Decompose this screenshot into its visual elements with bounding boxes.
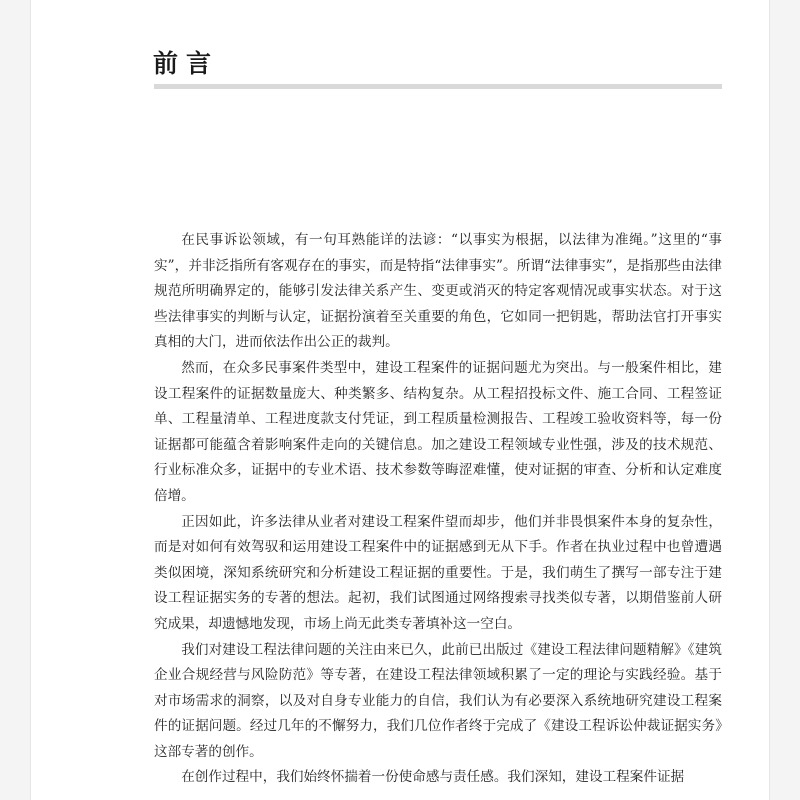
preface-body [154, 228, 722, 791]
document-page [31, 0, 769, 800]
paragraph-3: 正因如此，许多法律从业者对建设工程案件望而却步，他们并非畏惧案件本身的复杂性，而是对如何有效驾驭和运用建设工程案件中的证据感到无从下手。作者在执业过程中也曾遭遇类似困境，深知系统研究和分析建设工程证据的重要性。于是，我们萌生了撰写一部专注于建设工程证据实务的专著的想法。起初，我们试图通过网络搜索寻找类似专著，以期借鉴前人研究成果，却遗憾地发现，市场上尚无此类专著填补这一空白。 [154, 513, 722, 632]
paragraph-4: 我们对建设工程法律问题的关注由来已久，此前已出版过《建设工程法律问题精解》《建筑企业合规经营与风险防范》等专著，在建设工程法律领域积累了一定的理论与实践经验。基于对市场需求的洞察，以及对自身专业能力的自信，我们认为有必要深入系统地研究建设工程案件的证据问题。经过几年的不懈努力，我们几位作者终于完成了《建设工程诉讼仲裁证据实务》这部专著的创作。 [154, 641, 722, 760]
paragraph-2: 然而，在众多民事案件类型中，建设工程案件的证据问题尤为突出。与一般案件相比，建设工程案件的证据数量庞大、种类繁多、结构复杂。从工程招投标文件、施工合同、工程签证单、工程量清单、工程进度款支付凭证，到工程质量检测报告、工程竣工验收资料等，每一份证据都可能蕴含着影响案件走向的关键信息。加之建设工程领域专业性强，涉及的技术规范、行业标准众多，证据中的专业术语、技术参数等晦涩难懂，使对证据的审查、分析和认定难度倍增。 [154, 359, 722, 504]
paragraph-5: 在创作过程中，我们始终怀揣着一份使命感与责任感。我们深知，建设工程案件证据 [181, 769, 685, 786]
page-title: 前言 [153, 49, 220, 78]
paragraph-1: 在民事诉讼领域，有一句耳熟能详的法谚：“以事实为根据，以法律为准绳。”这里的“事实”，并非泛指所有客观存在的事实，而是特指“法律事实”。所谓“法律事实”，是指那些由法律规范所明确界定的，能够引发法律关系产生、变更或消灭的特定客观情况或事实状态。对于这些法律事实的判断与认定，证据扮演着至关重要的角色，它如同一把钥匙，帮助法官打开事实真相的大门，进而依法作出公正的裁判。 [154, 232, 722, 351]
title-divider [154, 84, 722, 89]
